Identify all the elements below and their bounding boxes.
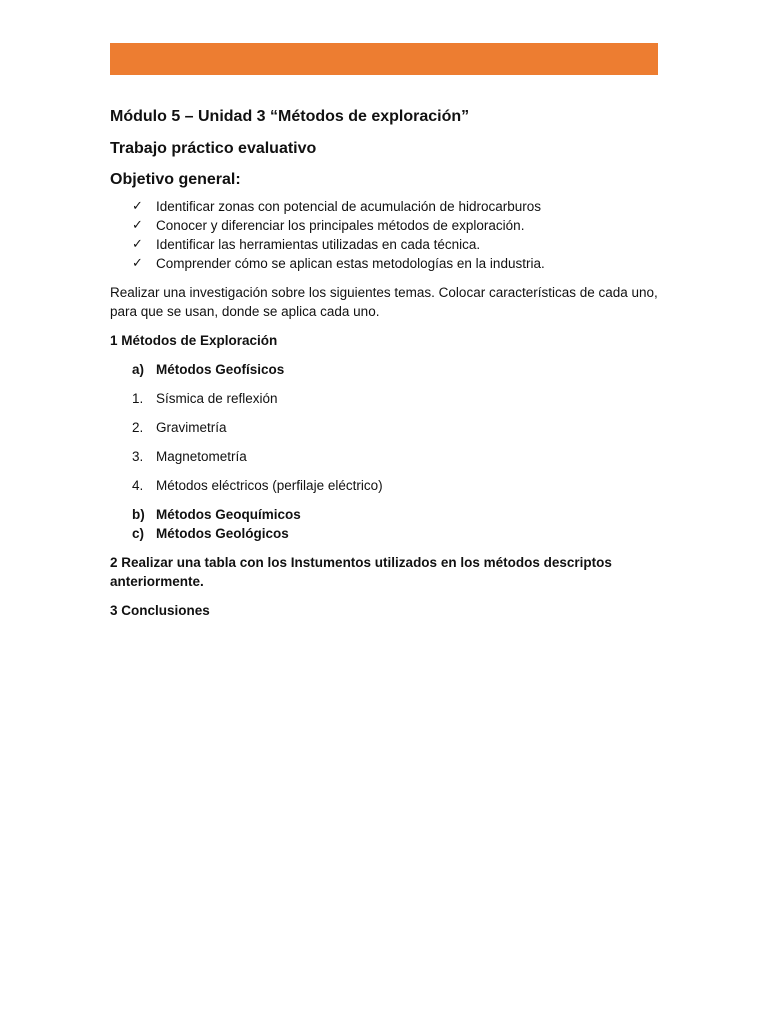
list-item — [110, 418, 658, 437]
checkmark-icon: ✓ — [132, 199, 143, 214]
objective-text: Identificar zonas con potencial de acumulación de hidrocarburos — [156, 199, 541, 214]
item-marker: b) — [132, 507, 145, 522]
item-number: 2. — [132, 420, 144, 435]
item-label: Métodos Geofísicos — [156, 362, 285, 377]
item-label: Sísmica de reflexión — [156, 391, 278, 406]
item-c-geologicos — [110, 524, 658, 543]
item-label: Métodos eléctricos (perfilaje eléctrico) — [156, 478, 383, 493]
checkmark-icon: ✓ — [132, 256, 143, 271]
checkmark-icon: ✓ — [132, 218, 143, 233]
objective-text: Comprender cómo se aplican estas metodologías en la industria. — [156, 256, 545, 271]
objective-item — [110, 254, 658, 273]
checkmark-icon: ✓ — [132, 237, 143, 252]
item-label: Métodos Geoquímicos — [156, 507, 301, 522]
objective-heading: Objetivo general: — [110, 171, 241, 188]
objective-item — [110, 197, 658, 216]
document-subtitle: Trabajo práctico evaluativo — [110, 140, 317, 157]
item-marker: c) — [132, 526, 145, 541]
item-number: 4. — [132, 478, 144, 493]
item-label: Gravimetría — [156, 420, 227, 435]
section-3-heading: 3 Conclusiones — [110, 603, 210, 618]
item-marker: a) — [132, 362, 145, 377]
item-label: Métodos Geológicos — [156, 526, 289, 541]
item-b-geoquimicos — [110, 505, 658, 524]
document-content — [110, 106, 658, 620]
item-number: 3. — [132, 449, 144, 464]
item-number: 1. — [132, 391, 144, 406]
intro-paragraph: Realizar una investigación sobre los siguientes temas. Colocar características de cada uno, para que se usan, donde se aplica cada uno. — [110, 285, 658, 319]
item-a-geofisicos — [110, 360, 658, 379]
objective-item — [110, 216, 658, 235]
geophysical-methods-list — [110, 389, 658, 495]
list-item — [110, 476, 658, 495]
objective-text: Identificar las herramientas utilizadas en cada técnica. — [156, 237, 481, 252]
objectives-list — [110, 197, 658, 273]
document-title: Módulo 5 – Unidad 3 “Métodos de exploración” — [110, 108, 470, 125]
list-item — [110, 447, 658, 466]
item-label: Magnetometría — [156, 449, 247, 464]
list-item — [110, 389, 658, 408]
section-1-heading: 1 Métodos de Exploración — [110, 333, 278, 348]
section-2-heading: 2 Realizar una tabla con los Instumentos utilizados en los métodos descriptos anteriormente. — [110, 555, 612, 589]
objective-text: Conocer y diferenciar los principales métodos de exploración. — [156, 218, 525, 233]
objective-item — [110, 235, 658, 254]
header-bar — [110, 43, 658, 75]
